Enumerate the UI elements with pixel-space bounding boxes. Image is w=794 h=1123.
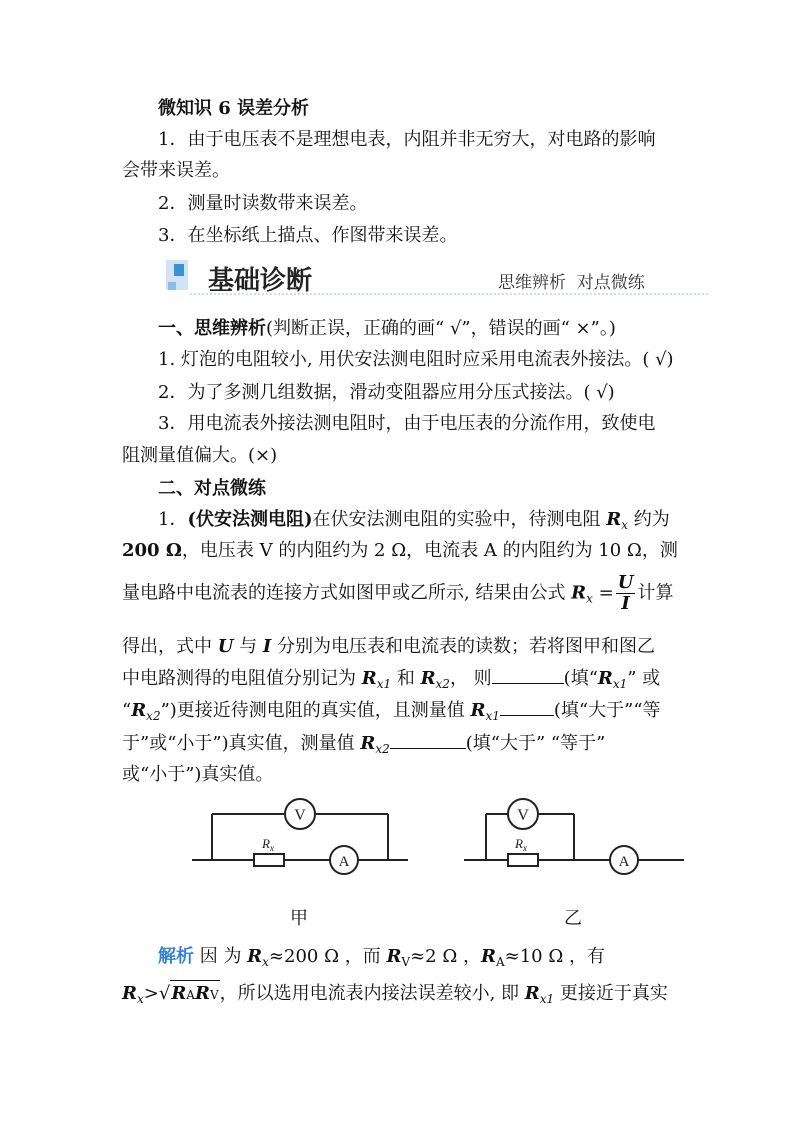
- resistor-label-yi: $R_x$: [515, 836, 527, 853]
- judgement-3-cont: 阻测量值偏大。(×): [122, 445, 278, 466]
- sqrt-sign: √: [158, 983, 171, 1004]
- problem-line-5: 中电路测得的电阻值分别记为 $R_{x1}$ 和 $R_{x2}$， 则 (填“$R_{x1}$” 或: [122, 665, 660, 697]
- circuit-yi: [464, 799, 684, 874]
- resistor-jia: [254, 854, 284, 866]
- ammeter-label-yi: A: [618, 854, 630, 870]
- analysis-line-2: $R_x>√RARV$，所以选用电流表内接法误差较小, 即 $R_{x1}$ 更接近于真实: [122, 980, 668, 1012]
- circuit-figure: [180, 792, 700, 882]
- judgement-3: 3．用电流表外接法测电阻时，由于电压表的分流作用，致使电: [158, 413, 656, 434]
- problem-line-3: 量电路中电流表的连接方式如图甲或乙所示, 结果由公式 $R_x$ = $\frac{U}{I}$ 计算: [122, 572, 674, 614]
- caption-yi: 乙: [564, 908, 582, 929]
- judgement-1: 1. 灯泡的电阻较小, 用伏安法测电阻时应采用电流表外接法。( √): [158, 349, 674, 370]
- section-item-3: 3．在坐标纸上描点、作图带来误差。: [158, 225, 458, 246]
- problem-line-6: “$R_{x2}$”)更接近待测电阻的真实值，且测量值 $R_{x1}$ (填“大于”“等: [122, 697, 661, 729]
- answer-blank-2[interactable]: [500, 697, 554, 716]
- problem-line-4: 得出，式中 U 与 I 分别为电压表和电流表的读数；若将图甲和图乙: [122, 636, 656, 657]
- ammeter-label-jia: A: [338, 854, 350, 870]
- part2-heading: 二、对点微练: [158, 478, 266, 499]
- problem-line-1: 1．(伏安法测电阻)在伏安法测电阻的实验中，待测电阻 $R_x$ 约为: [158, 509, 670, 532]
- voltmeter-label-yi: V: [517, 807, 529, 824]
- analysis-line-1: 解析 因 为 $R_x\approx 200$ Ω ，而 $R_V\approx 2$ Ω ，$R_A\approx 10$ Ω ，有: [158, 946, 605, 969]
- answer-blank-3[interactable]: [390, 730, 466, 749]
- resistor-label-jia: $R_x$: [262, 836, 274, 853]
- section-item-2: 2．测量时读数带来误差。: [158, 193, 368, 214]
- caption-jia: 甲: [290, 908, 308, 929]
- section-item-1: 1．由于电压表不是理想电表，内阻并非无穷大，对电路的影响: [158, 129, 656, 150]
- part1-heading: 一、思维辨析(判断正误，正确的画“ √”，错误的画“ ×”。): [158, 318, 616, 339]
- voltmeter-label-jia: V: [294, 807, 306, 824]
- problem-line-2: 200 Ω，电压表 V 的内阻约为 2 Ω，电流表 A 的内阻约为 10 Ω，测: [122, 540, 678, 561]
- sqrt-radicand: RARV: [170, 980, 219, 1008]
- answer-blank-1[interactable]: [492, 665, 564, 684]
- problem-line-8: 或“小于”)真实值。: [122, 764, 274, 785]
- section-banner: [164, 258, 714, 300]
- analysis-label: 解析: [158, 946, 194, 967]
- banner-subtitle: 思维辨析 对点微练: [498, 273, 645, 293]
- section-title: 微知识 6 误差分析: [158, 98, 310, 119]
- section-item-1-cont: 会带来误差。: [122, 160, 230, 181]
- banner-title: 基础诊断: [208, 266, 313, 296]
- problem-line-7: 于”或“小于”)真实值，测量值 $R_{x2}$ (填“大于” “等于”: [122, 730, 605, 762]
- resistor-yi: [508, 854, 538, 866]
- judgement-2: 2．为了多测几组数据，滑动变阻器应用分压式接法。( √): [158, 382, 615, 403]
- formula-fraction: $\frac{U}{I}$: [617, 572, 634, 614]
